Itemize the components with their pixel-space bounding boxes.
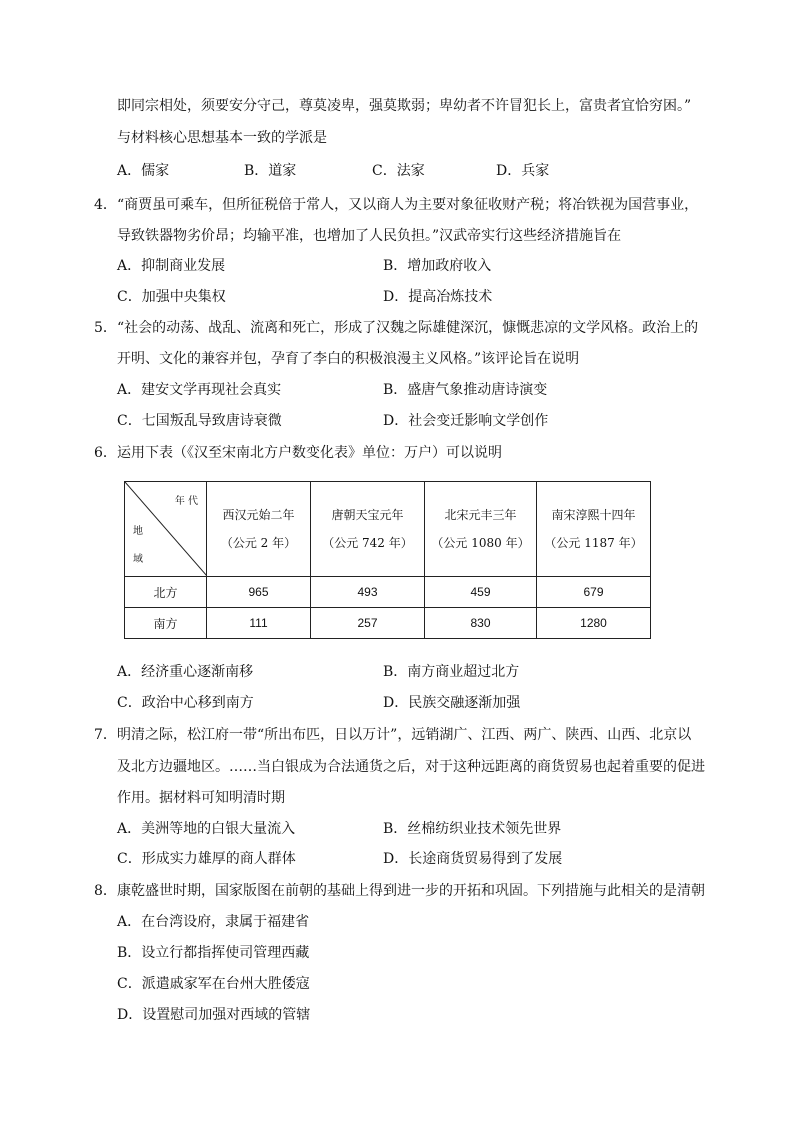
corner-label-era: 年 代: [174, 496, 198, 507]
q8-option-b: B．设立行都指挥使司管理西藏: [117, 945, 310, 961]
q5-option-c: C．七国叛乱导致唐诗衰微: [117, 413, 282, 429]
table-row: [125, 577, 651, 608]
q7-option-c: C．形成实力雄厚的商人群体: [117, 851, 296, 867]
q4-stem-line-2: 导致铁器物劣价昂；均输平准，也增加了人民负担。”汉武帝实行这些经济措施旨在: [117, 228, 622, 244]
column-header-year: （公元 2 年）: [220, 536, 297, 550]
table-cell: 830: [425, 608, 537, 639]
household-table: [124, 481, 651, 639]
q5-option-b: B．盛唐气象推动唐诗演变: [383, 382, 548, 398]
table-corner-cell: [125, 482, 207, 577]
q4-option-c: C．加强中央集权: [117, 289, 226, 305]
table-cell: 679: [537, 577, 651, 608]
q3-option-c: C．法家: [372, 163, 425, 179]
q6-option-a: A．经济重心逐渐南移: [117, 664, 254, 680]
table-cell: 1280: [537, 608, 651, 639]
q5-option-d: D．社会变迁影响文学创作: [383, 413, 549, 429]
q8-option-a: A．在台湾设府，隶属于福建省: [117, 914, 310, 930]
q4-option-a: A．抑制商业发展: [117, 258, 226, 274]
q6-number: 6．: [94, 445, 117, 461]
q7-stem-line-3: 作用。据材料可知明清时期: [117, 790, 285, 806]
row-label-south: 南方: [125, 608, 207, 639]
q4-number: 4．: [94, 197, 117, 213]
q7-option-a: A．美洲等地的白银大量流入: [117, 821, 296, 837]
column-header: [425, 482, 537, 577]
table-cell: 257: [311, 608, 425, 639]
corner-label-region-2: 域: [133, 554, 143, 565]
column-header-name: 唐朝天宝元年: [331, 508, 404, 522]
q3-option-b: B．道家: [244, 163, 297, 179]
q5-number: 5．: [94, 320, 117, 336]
corner-label-region-1: 地: [133, 526, 143, 537]
q7-stem-line-1: 明清之际，松江府一带“所出布匹，日以万计”，远销湖广、江西、两广、陕西、山西、北京以: [117, 727, 692, 743]
q4-stem-line-1: “商贾虽可乘车，但所征税倍于常人，又以商人为主要对象征收财产税；将冶铁视为国营事业，: [117, 197, 699, 213]
q8-stem-line-1: 康乾盛世时期，国家版图在前朝的基础上得到进一步的开拓和巩固。下列措施与此相关的是清朝: [117, 883, 705, 899]
q7-stem-line-2: 及北方边疆地区。……当白银成为合法通货之后，对于这种远距离的商货贸易也起着重要的促进: [117, 759, 705, 775]
q6-option-b: B．南方商业超过北方: [383, 664, 520, 680]
q3-option-d: D．兵家: [496, 163, 550, 179]
q6-stem-line-1: 运用下表（《汉至宋南北方户数变化表》单位：万户）可以说明: [117, 445, 502, 461]
column-header: [537, 482, 651, 577]
q3-stem-line-2: 与材料核心思想基本一致的学派是: [117, 130, 327, 146]
q5-stem-line-1: “社会的动荡、战乱、流离和死亡，形成了汉魏之际雄健深沉，慷慨悲凉的文学风格。政治上的: [117, 320, 699, 336]
column-header-year: （公元 742 年）: [322, 536, 413, 550]
table-cell: 459: [425, 577, 537, 608]
table-cell: 493: [311, 577, 425, 608]
q5-option-a: A．建安文学再现社会真实: [117, 382, 282, 398]
q4-option-d: D．提高冶炼技术: [383, 289, 493, 305]
column-header-year: （公元 1080 年）: [431, 536, 530, 550]
row-label-north: 北方: [125, 577, 207, 608]
q8-number: 8．: [94, 883, 117, 899]
table-cell: 111: [207, 608, 311, 639]
column-header-name: 北宋元丰三年: [444, 508, 517, 522]
q4-option-b: B．增加政府收入: [383, 258, 492, 274]
column-header-name: 南宋淳熙十四年: [551, 508, 636, 522]
column-header: [311, 482, 425, 577]
q8-option-d: D．设置慰司加强对西域的管辖: [117, 1007, 311, 1023]
q6-option-c: C．政治中心移到南方: [117, 695, 254, 711]
column-header-name: 西汉元始二年: [222, 508, 295, 522]
table-row: [125, 608, 651, 639]
q3-option-a: A．儒家: [117, 163, 170, 179]
q7-number: 7．: [94, 727, 117, 743]
q3-stem-line-1: 即同宗相处，须要安分守己，尊莫凌卑，强莫欺弱；卑幼者不许冒犯长上，富贵者宜恰穷困。”: [117, 98, 692, 114]
column-header: [207, 482, 311, 577]
q8-option-c: C．派遣戚家军在台州大胜倭寇: [117, 976, 310, 992]
table-cell: 965: [207, 577, 311, 608]
q7-option-b: B．丝棉纺织业技术领先世界: [383, 821, 562, 837]
column-header-year: （公元 1187 年）: [544, 536, 643, 550]
q5-stem-line-2: 开明、文化的兼容并包，孕育了李白的积极浪漫主义风格。”该评论旨在说明: [117, 351, 580, 367]
q6-option-d: D．民族交融逐渐加强: [383, 695, 521, 711]
q7-option-d: D．长途商货贸易得到了发展: [383, 851, 563, 867]
